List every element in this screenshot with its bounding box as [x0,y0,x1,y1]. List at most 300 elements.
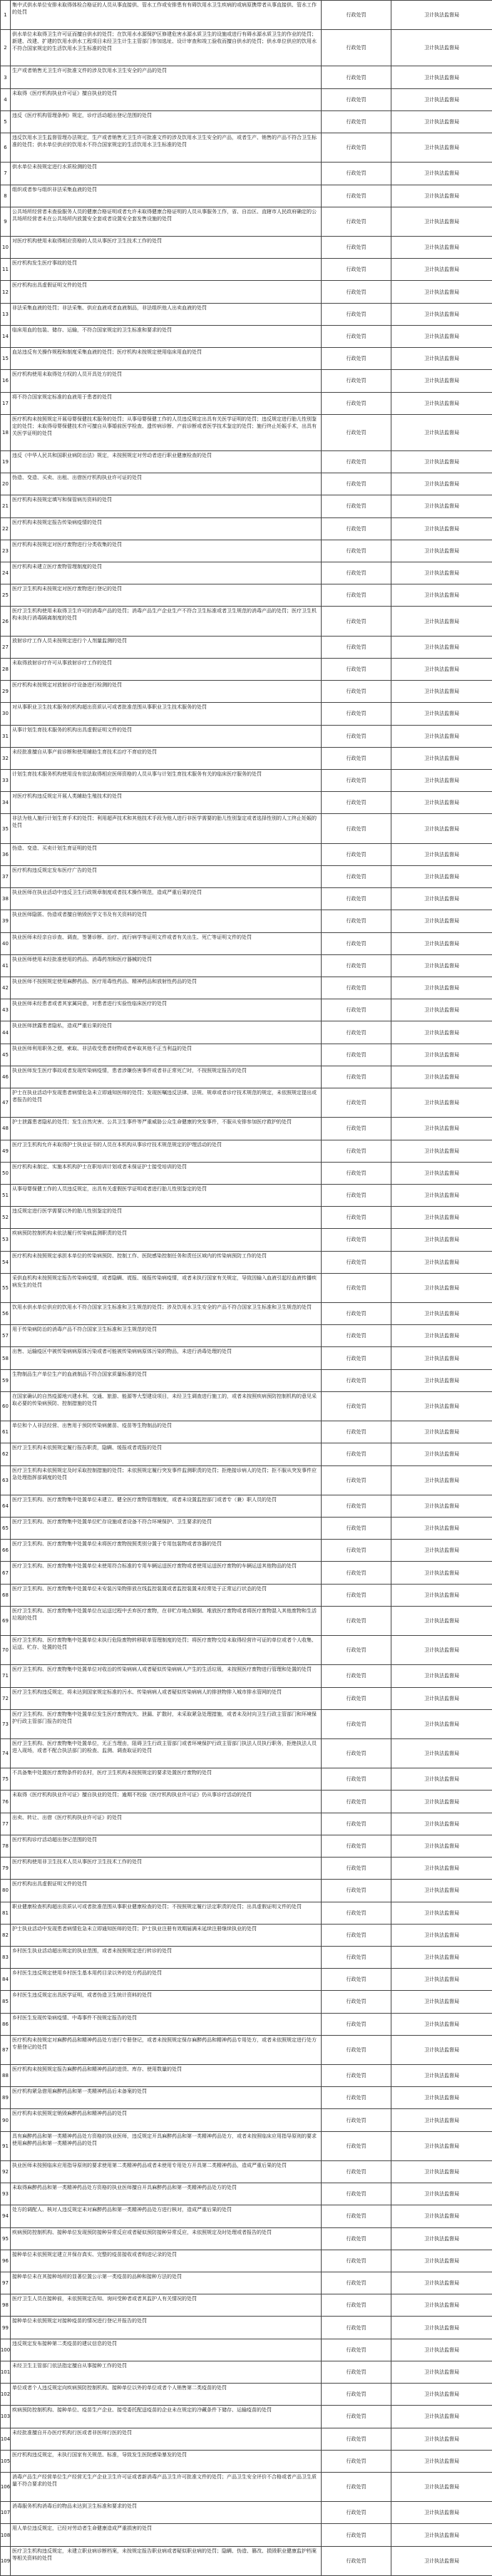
table-row [1,1495,492,1518]
row-department: 卫计执法监督局 [391,584,492,606]
table-row [1,348,492,370]
table-row [1,2473,492,2502]
row-type: 行政处罚 [322,2502,391,2523]
row-department: 卫计执法监督局 [391,326,492,347]
row-item-text: 医疗机构未依照规定销毁麻醉药品和精神药品的处罚 [11,2109,322,2131]
row-number: 81 [1,1902,11,1924]
row-type: 行政处罚 [322,1791,391,1812]
table-row [1,814,492,843]
row-number: 28 [1,659,11,680]
row-type: 行政处罚 [322,1902,391,1924]
row-number: 83 [1,1947,11,1968]
row-item-text: 医疗机构未按规定填写和保管病历资料的处罚 [11,495,322,517]
row-type: 行政处罚 [322,1325,391,1346]
row-department: 卫计执法监督局 [391,1813,492,1835]
row-item-text: 公共场所经营者未查验服务人员的健康合格证明或者允许未取得健康合格证明的人员从事服务工作，省、自治区、直辖市人民政府确定的公共场所经营者未在公共场所内放置安全套或者设置安全套发售设施的处罚 [11,207,322,236]
table-row [1,185,492,207]
row-type: 行政处罚 [322,814,391,843]
row-number: 109 [1,2547,11,2575]
row-number: 62 [1,1443,11,1465]
row-type: 行政处罚 [322,1739,391,1768]
row-department: 卫计执法监督局 [391,370,492,391]
table-row [1,1185,492,1207]
row-department: 卫计执法监督局 [391,66,492,88]
row-type: 行政处罚 [322,1370,391,1391]
row-department: 卫计执法监督局 [391,844,492,865]
row-department: 卫计执法监督局 [391,607,492,635]
row-department: 卫计执法监督局 [391,2014,492,2035]
row-number: 77 [1,1813,11,1835]
row-item-text: 医疗卫生人员在接种前，未依照规定告知、询问受种者或者其监护人有关情况的处罚 [11,2294,322,2316]
row-department: 卫计执法监督局 [391,1947,492,1968]
table-row [1,1207,492,1229]
table-row [1,1066,492,1088]
row-type: 行政处罚 [322,1880,391,1901]
row-number: 70 [1,1636,11,1664]
table-row [1,2524,492,2546]
row-type: 行政处罚 [322,2361,391,2383]
row-department: 卫计执法监督局 [391,888,492,910]
table-row [1,1710,492,1739]
row-number: 78 [1,1835,11,1857]
table-row [1,1665,492,1687]
table-row [1,1880,492,1902]
row-item-text: 非法采集血液的处罚；非法采集、供应血液或者血液制品，非法组织他人出卖血液的处罚 [11,304,322,325]
row-type: 行政处罚 [322,999,391,1021]
row-number: 100 [1,2339,11,2361]
table-row [1,1325,492,1347]
row-type: 行政处罚 [322,1835,391,1857]
row-number: 85 [1,1991,11,2012]
row-type: 行政处罚 [322,133,391,162]
row-type: 行政处罚 [322,1466,391,1495]
row-number: 46 [1,1066,11,1088]
row-item-text: 违反饮用水卫生监督管理办法规定，生产或者销售无卫生许可批准文件的涉及饮用水卫生安全的产品，或者生产、销售的产品不符合卫生标准的处罚；供水单位供应的饮用水不符合国家规定的生活饮用水卫生标准的处罚 [11,133,322,162]
row-item-text: 未经批准擅自从事产前诊断和使用辅助生育技术治疗不育症的处罚 [11,748,322,769]
row-department: 卫计执法监督局 [391,1207,492,1228]
table-row [1,770,492,792]
row-type: 行政处罚 [322,2294,391,2316]
row-type: 行政处罚 [322,207,391,236]
row-number: 16 [1,370,11,391]
row-department: 卫计执法监督局 [391,1925,492,1946]
table-row [1,1370,492,1392]
row-type: 行政处罚 [322,2087,391,2108]
row-department: 卫计执法监督局 [391,1185,492,1206]
row-number: 64 [1,1495,11,1517]
row-number: 5 [1,111,11,133]
row-type: 行政处罚 [322,540,391,562]
row-type: 行政处罚 [322,2228,391,2250]
table-row [1,1140,492,1163]
row-item-text: 医疗机构使用未取得处方权的人员开具处方的处罚 [11,370,322,391]
row-item-text: 未取得麻醉药品和第一类精神药品处方资格的执业医师擅自开具麻醉药品和第一类精神药品处方的处罚 [11,2183,322,2205]
row-number: 55 [1,1274,11,1302]
row-type: 行政处罚 [322,2183,391,2205]
table-row [1,89,492,111]
row-type: 行政处罚 [322,1688,391,1709]
row-number: 74 [1,1739,11,1768]
row-item-text: 医疗卫生机构违反规定，将未达到国家规定标准的污水、传染病病人或者疑似传染病病人的排泄物排入城市排水管网的处罚 [11,1688,322,1709]
row-number: 15 [1,348,11,369]
row-department: 卫计执法监督局 [391,748,492,769]
table-row [1,2502,492,2524]
table-row [1,1925,492,1947]
row-type: 行政处罚 [322,1,391,29]
row-type: 行政处罚 [322,2384,391,2405]
row-item-text: 乡村医生违反规定使用乡村医生基本用药目录以外的处方药品的处罚 [11,1969,322,1990]
row-item-text: 未取得《医疗机构执业许可证》擅自执业的处罚 [11,89,322,110]
table-row [1,415,492,451]
row-department: 卫计执法监督局 [391,30,492,66]
row-department: 卫计执法监督局 [391,2109,492,2131]
row-item-text: 医疗卫生机构、医疗废物集中处置单位发生医疗废物流失、泄漏、扩散时，未采取紧急处理措施，或者未及时向卫生行政主管部门和环境保护行政主管部门报告的处罚 [11,1710,322,1738]
row-department: 卫计执法监督局 [391,1274,492,1302]
table-row [1,2205,492,2227]
row-item-text: 接种单位未依照规定建立并保存真实、完整的疫苗接收或者购进记录的处罚 [11,2250,322,2272]
row-item-text: 执业医师泄露患者隐私，造成严重后果的处罚 [11,1021,322,1043]
table-row [1,607,492,636]
row-number: 105 [1,2451,11,2472]
row-item-text: 伪造、变造、买卖、出租、出借医疗机构执业许可证的处罚 [11,473,322,495]
row-department: 卫计执法监督局 [391,163,492,184]
row-department: 卫计执法监督局 [391,1021,492,1043]
row-number: 40 [1,933,11,954]
table-row [1,1835,492,1858]
table-row [1,2384,492,2406]
row-department: 卫计执法监督局 [391,1325,492,1346]
row-item-text: 对医疗机构使用未取得相应资格的人员从事医疗卫生技术工作的处罚 [11,237,322,258]
row-department: 卫计执法监督局 [391,1443,492,1465]
row-department: 卫计执法监督局 [391,2132,492,2160]
row-department: 卫计执法监督局 [391,910,492,932]
row-type: 行政处罚 [322,933,391,954]
table-row [1,1421,492,1443]
table-row [1,1466,492,1495]
row-item-text: 乡村医生执业活动超出规定的执业范围，或者未按照规定进行转诊的处罚 [11,1947,322,1968]
table-row [1,1607,492,1636]
row-type: 行政处罚 [322,1710,391,1738]
row-type: 行政处罚 [322,1274,391,1302]
row-item-text: 违反规定进行医学需要以外的胎儿性别鉴定的处罚 [11,1207,322,1228]
row-department: 卫计执法监督局 [391,1118,492,1139]
table-row [1,659,492,681]
row-item-text: 未取得放射诊疗许可从事放射诊疗工作的处罚 [11,659,322,680]
row-item-text: 执业医师未经亲自诊查、调查，签署诊断、治疗、流行病学等证明文件或者有关出生、死亡等证明文件的处罚 [11,933,322,954]
row-type: 行政处罚 [322,1392,391,1421]
row-number: 23 [1,540,11,562]
table-row [1,1540,492,1562]
row-number: 2 [1,30,11,66]
row-item-text: 消毒服务机构消毒后的物品未达到卫生标准和要求的处罚 [11,2502,322,2523]
row-type: 行政处罚 [322,1636,391,1664]
table-row [1,326,492,348]
row-type: 行政处罚 [322,495,391,517]
table-row [1,1768,492,1791]
table-row [1,1443,492,1465]
row-department: 卫计执法监督局 [391,681,492,702]
row-number: 10 [1,237,11,258]
row-type: 行政处罚 [322,2317,391,2338]
row-number: 48 [1,1118,11,1139]
row-item-text: 用于传染病防治的消毒产品不符合国家卫生标准和卫生规范的处罚 [11,1325,322,1346]
table-row [1,1947,492,1969]
row-department: 卫计执法监督局 [391,2524,492,2545]
row-item-text: 护士执业活动中发现患者病情危急未立即通知医师的处罚；护士执业注册有效期届满未延续注册继续执业的处罚 [11,1925,322,1946]
table-row [1,2406,492,2428]
row-department: 卫计执法监督局 [391,281,492,302]
row-item-text: 医疗卫生机构未按规定对医疗废物进行登记的处罚 [11,584,322,606]
row-type: 行政处罚 [322,1185,391,1206]
table-row [1,637,492,659]
row-number: 13 [1,304,11,325]
row-number: 103 [1,2406,11,2427]
row-number: 8 [1,185,11,207]
row-number: 91 [1,2132,11,2160]
row-item-text: 执业医师在执业活动中违反卫生行政规章制度或者技术操作规范，造成严重后果的处罚 [11,888,322,910]
row-type: 行政处罚 [322,2161,391,2183]
row-number: 97 [1,2272,11,2294]
table-row [1,2294,492,2317]
row-type: 行政处罚 [322,1665,391,1686]
row-type: 行政处罚 [322,1813,391,1835]
row-number: 60 [1,1392,11,1421]
row-item-text: 单位和个人非法经营、出售用于预防传染病菌苗、疫苗等生物制品的处罚 [11,1421,322,1443]
row-department: 卫计执法监督局 [391,1902,492,1924]
row-item-text: 疾病预防控制机构未依法履行传染病监测职责的处罚 [11,1229,322,1250]
row-department: 卫计执法监督局 [391,348,492,369]
row-department: 卫计执法监督局 [391,1518,492,1539]
table-row [1,681,492,703]
row-department: 卫计执法监督局 [391,1585,492,1606]
table-row [1,1303,492,1325]
row-type: 行政处罚 [322,844,391,865]
row-number: 57 [1,1325,11,1346]
table-row [1,1688,492,1710]
row-type: 行政处罚 [322,1607,391,1635]
row-type: 行政处罚 [322,726,391,747]
table-row [1,2317,492,2339]
row-department: 卫计执法监督局 [391,1688,492,1709]
row-number: 82 [1,1925,11,1946]
row-item-text: 医疗机构出具虚假证明文件的处罚 [11,281,322,302]
table-row [1,1739,492,1768]
row-item-text: 具有麻醉药品和第一类精神药品处方资格的执业医师，违反规定开具麻醉药品和第一类精神药品处方，或者未按照临床应用指导原则的要求使用麻醉药品和第一类精神药品的处罚 [11,2132,322,2160]
row-department: 卫计执法监督局 [391,518,492,540]
row-type: 行政处罚 [322,393,391,414]
row-item-text: 医疗卫生机构、医疗废物集中处置单位未安装污染物排放在线监控装置或者监控装置未经常处于正常运行状态的处罚 [11,1585,322,1606]
row-item-text: 生物制品生产单位生产的血液制品不符合国家质量标准的处罚 [11,1370,322,1391]
row-item-text: 执业医师发生医疗事故或者发现传染病疫情，患者涉嫌伤害事件或者非正常死亡时，不按照规定报告的处罚 [11,1066,322,1088]
row-department: 卫计执法监督局 [391,2036,492,2064]
row-type: 行政处罚 [322,2272,391,2294]
row-number: 102 [1,2384,11,2405]
row-type: 行政处罚 [322,185,391,207]
row-number: 25 [1,584,11,606]
row-type: 行政处罚 [322,770,391,791]
row-item-text: 医疗卫生机构允许未取得护士执业证书的人员在本机构从事诊疗技术规范规定的护理活动的处罚 [11,1140,322,1162]
row-department: 卫计执法监督局 [391,1347,492,1369]
row-number: 76 [1,1791,11,1812]
row-item-text: 医疗机构未按照规定开展母婴保健技术服务的处罚；从事母婴保健工作的人员违反规定出具有关医学证明的处罚；违反规定进行胎儿性别鉴定的处罚；未取得母婴保健技术许可擅自从事婚前医学检查、遗传病诊断、产前诊断或者医学技术鉴定的处罚；施行终止妊娠手术，出具有关医学证明的处罚 [11,415,322,450]
table-row [1,584,492,607]
row-department: 卫计执法监督局 [391,1739,492,1768]
row-type: 行政处罚 [322,562,391,584]
table-row [1,866,492,888]
table-row [1,133,492,163]
row-number: 88 [1,2065,11,2086]
row-department: 卫计执法监督局 [391,1710,492,1738]
row-type: 行政处罚 [322,1421,391,1443]
row-department: 卫计执法监督局 [391,237,492,258]
row-item-text: 医疗卫生机构、医疗废物集中处置单位未将医疗废物按照类别分置于专用包装物或者容器的处罚 [11,1540,322,1561]
table-row [1,2161,492,2183]
table-row [1,1118,492,1140]
row-item-text: 违反《中华人民共和国职业病防治法》规定，未按照规定对劳动者进行职业健康检查的处罚 [11,451,322,473]
row-department: 卫计执法监督局 [391,1392,492,1421]
row-type: 行政处罚 [322,1207,391,1228]
row-department: 卫计执法监督局 [391,1540,492,1561]
row-department: 卫计执法监督局 [391,2428,492,2450]
row-item-text: 医疗卫生机构违反规定，未建立职业病诊断档案，未按规定报告职业病或者疑似职业病的处罚；隐瞒、伪造、篡改、损毁职业健康监护档案等相关资料的处罚 [11,2547,322,2575]
row-department: 卫计执法监督局 [391,2502,492,2523]
row-type: 行政处罚 [322,518,391,540]
row-item-text: 执业医师未经患者或者其家属同意，对患者进行实验性临床医疗的处罚 [11,999,322,1021]
row-department: 卫计执法监督局 [391,1791,492,1812]
row-type: 行政处罚 [322,163,391,184]
row-type: 行政处罚 [322,1947,391,1968]
row-type: 行政处罚 [322,473,391,495]
table-row [1,451,492,473]
row-item-text: 医疗卫生机构、医疗废物集中处置单位对收治的传染病病人或者疑似传染病病人产生的生活垃圾，未按照医疗废物进行管理和处置的处罚 [11,1665,322,1686]
row-department: 卫计执法监督局 [391,540,492,562]
row-number: 4 [1,89,11,110]
table-row [1,304,492,326]
row-number: 42 [1,977,11,999]
row-type: 行政处罚 [322,2524,391,2545]
row-department: 卫计执法监督局 [391,304,492,325]
row-item-text: 医疗机构紧急借用麻醉药品和第一类精神药品后未备案的处罚 [11,2087,322,2108]
row-number: 34 [1,792,11,813]
row-item-text: 护士在执业活动中发现患者病情危急未立即通知医师的处罚；发现医嘱违反法律、法规、规章或者诊疗技术规范的规定，未依照规定提出或者报告的处罚 [11,1088,322,1117]
row-number: 19 [1,451,11,473]
row-item-text: 医疗卫生机构、医疗废物集中处置单位未使用符合标准的专用车辆运送医疗废物或者使用运送医疗废物的车辆运送其他物品的处罚 [11,1562,322,1583]
row-number: 107 [1,2502,11,2523]
row-item-text: 饮用水供水单位供应的饮用水不符合国家卫生标准和卫生规范的处罚；涉及饮用水卫生安全的产品不符合国家卫生标准和卫生规范的处罚 [11,1303,322,1324]
row-item-text: 护士泄露患者隐私的处罚；发生自然灾害、公共卫生事件等严重威胁公众生命健康的突发事件，不服从安排参加医疗救护的处罚 [11,1118,322,1139]
row-department: 卫计执法监督局 [391,2406,492,2427]
row-type: 行政处罚 [322,111,391,133]
row-department: 卫计执法监督局 [391,637,492,658]
table-row [1,2014,492,2036]
row-type: 行政处罚 [322,659,391,680]
row-department: 卫计执法监督局 [391,1,492,29]
row-department: 卫计执法监督局 [391,1370,492,1391]
row-type: 行政处罚 [322,888,391,910]
table-row [1,999,492,1021]
row-item-text: 医疗机构未按照规定报告麻醉药品和精神药品的进货、库存、使用数量的处罚 [11,2065,322,2086]
row-number: 54 [1,1252,11,1273]
row-type: 行政处罚 [322,1140,391,1162]
row-number: 96 [1,2250,11,2272]
table-row [1,748,492,770]
row-type: 行政处罚 [322,451,391,473]
row-item-text: 从事母婴保健工作的人员违反规定，出具有关虚假医学证明或者进行胎儿性别鉴定的处罚 [11,1185,322,1206]
row-item-text: 医疗卫生机构、医疗废物集中处置单位贮存设施或者设备不符合环境保护、卫生要求的处罚 [11,1518,322,1539]
row-department: 卫计执法监督局 [391,1991,492,2012]
table-row [1,1585,492,1607]
table-row [1,1791,492,1813]
row-type: 行政处罚 [322,415,391,450]
table-row [1,1636,492,1665]
row-number: 50 [1,1163,11,1184]
row-type: 行政处罚 [322,2109,391,2131]
table-row [1,163,492,185]
row-type: 行政处罚 [322,2250,391,2272]
row-type: 行政处罚 [322,1066,391,1088]
row-item-text: 医疗机构违反规定发布医疗广告的处罚 [11,866,322,887]
row-department: 卫计执法监督局 [391,1835,492,1857]
row-type: 行政处罚 [322,2339,391,2361]
row-department: 卫计执法监督局 [391,111,492,133]
row-item-text: 医疗机构出具虚假证明文件的处罚 [11,1880,322,1901]
row-item-text: 执业医师利用职务之便，索取、非法收受患者财物或者牟取其他不正当利益的处罚 [11,1044,322,1066]
table-row [1,792,492,814]
row-number: 43 [1,999,11,1021]
row-type: 行政处罚 [322,1540,391,1561]
table-row [1,888,492,910]
row-department: 卫计执法监督局 [391,2087,492,2108]
row-department: 卫计执法监督局 [391,2361,492,2383]
row-number: 53 [1,1229,11,1250]
table-row [1,1163,492,1185]
row-item-text: 伪造、变造、买卖计划生育证明的处罚 [11,844,322,865]
row-department: 卫计执法监督局 [391,89,492,110]
row-type: 行政处罚 [322,348,391,369]
row-item-text: 出售、运输疫区中被传染病病原体污染或者可能被传染病病原体污染的物品，未进行消毒处理的处罚 [11,1347,322,1369]
row-department: 卫计执法监督局 [391,814,492,843]
table-row [1,518,492,540]
row-type: 行政处罚 [322,607,391,635]
table-row [1,2451,492,2473]
table-row [1,1392,492,1421]
row-department: 卫计执法监督局 [391,1066,492,1088]
row-number: 94 [1,2205,11,2227]
row-number: 20 [1,473,11,495]
row-department: 卫计执法监督局 [391,659,492,680]
row-item-text: 医疗机构未制定、实施本机构护士在职培训计划或者未保证护士接受培训的处罚 [11,1163,322,1184]
row-item-text: 将不符合国家规定标准的血液用于患者的处罚 [11,393,322,414]
row-type: 行政处罚 [322,748,391,769]
row-type: 行政处罚 [322,955,391,977]
row-type: 行政处罚 [322,792,391,813]
row-department: 卫计执法监督局 [391,866,492,887]
row-number: 44 [1,1021,11,1043]
row-department: 卫计执法监督局 [391,451,492,473]
row-type: 行政处罚 [322,1925,391,1946]
table-row [1,2250,492,2272]
row-department: 卫计执法监督局 [391,2161,492,2183]
row-department: 卫计执法监督局 [391,1607,492,1635]
table-row [1,2065,492,2087]
row-department: 卫计执法监督局 [391,1880,492,1901]
row-number: 38 [1,888,11,910]
table-row [1,1902,492,1925]
row-item-text: 医疗卫生机构、医疗废物集中处置单位未建立、健全医疗废物管理制度，或者未设置监控部门或者专（兼）职人员的处罚 [11,1495,322,1517]
row-item-text: 执业医师使用未经批准使用的药品、消毒药剂和医疗器械的处罚 [11,955,322,977]
row-type: 行政处罚 [322,584,391,606]
row-number: 29 [1,681,11,702]
